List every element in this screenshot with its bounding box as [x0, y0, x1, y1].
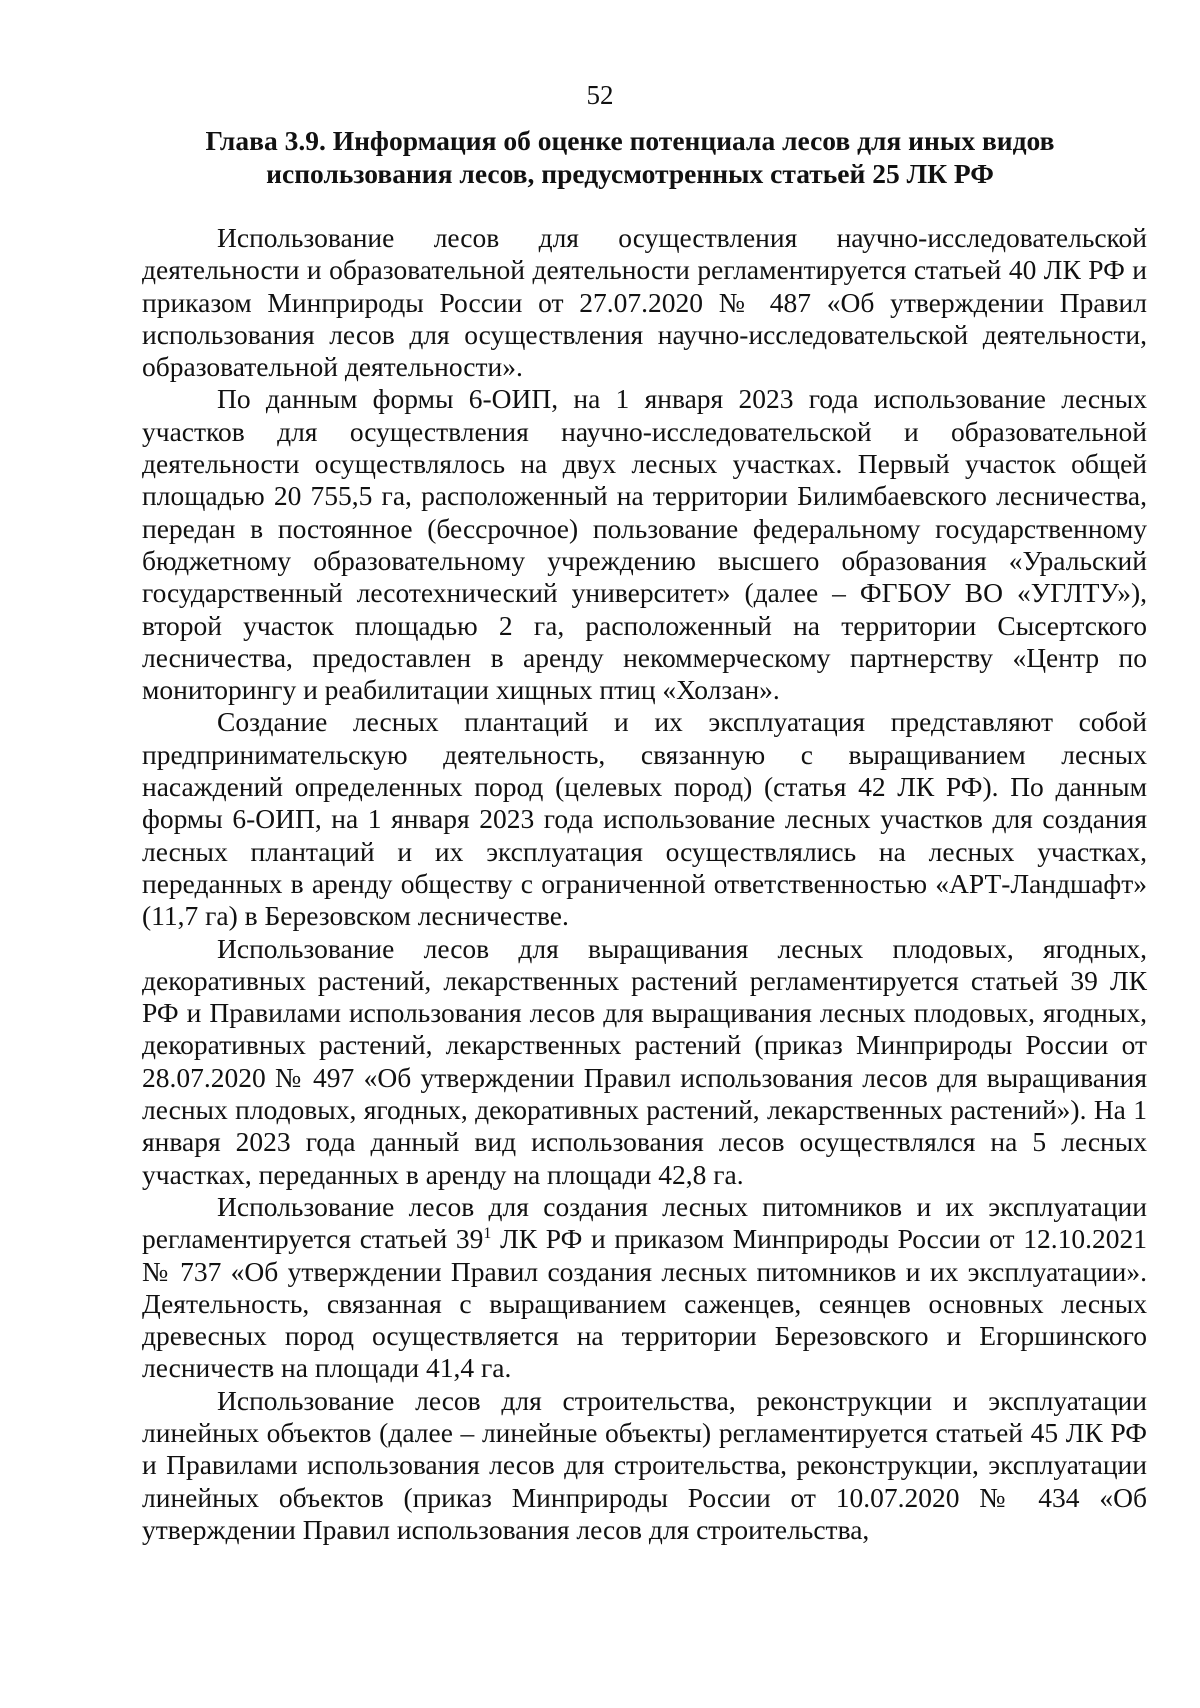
paragraph-research-education: Использование лесов для осуществления научно-исследовательской деятельности и образовательной деятельности регламентируется статьей 40 ЛК РФ и приказом Минприроды России от 27.07.2020 № 487 «Об утверждении Правил использования лесов для осуществления научно-исследовательской деятельности, образовательной деятельности». [142, 222, 1147, 383]
document-body [142, 222, 1147, 1546]
paragraph-linear-objects: Использование лесов для строительства, реконструкции и эксплуатации линейных объектов (далее – линейные объекты) регламентируется статьей 45 ЛК РФ и Правилами использования лесов для строительства, реконструкции, эксплуатации линейных объектов (приказ Минприроды России от 10.07.2020 № 434 «Об утверждении Правил использования лесов для строительства, [142, 1384, 1147, 1545]
paragraph-forest-plantations: Создание лесных плантаций и их эксплуатация представляют собой предпринимательскую деятельность, связанную с выращиванием лесных насаждений определенных пород (целевых пород) (статья 42 ЛК РФ). По данным формы 6-ОИП, на 1 января 2023 года использование лесных участков для создания лесных плантаций и их эксплуатация осуществлялись на лесных участках, переданных в аренду обществу с ограниченной ответственностью «АРТ-Ландшафт» (11,7 га) в Березовском лесничестве. [142, 706, 1147, 932]
paragraph-form-6-oip-research: По данным формы 6-ОИП, на 1 января 2023 года использование лесных участков для осуществления научно-исследовательской и образовательной деятельности осуществлялось на двух лесных участках. Первый участок общей площадью 20 755,5 га, расположенный на территории Билимбаевского лесничества, передан в постоянное (бессрочное) пользование федеральному государственному бюджетному образовательному учреждению высшего образования «Уральский государственный лесотехнический университет» (далее – ФГБОУ ВО «УГЛТУ»), второй участок площадью 2 га, расположенный на территории Сысертского лесничества, предоставлен в аренду некоммерческому партнерству «Центр по мониторингу и реабилитации хищных птиц «Холзан». [142, 383, 1147, 706]
paragraph-fruit-berry-plants: Использование лесов для выращивания лесных плодовых, ягодных, декоративных растений, лекарственных растений регламентируется статьей 39 ЛК РФ и Правилами использования лесов для выращивания лесных плодовых, ягодных, декоративных растений, лекарственных растений (приказ Минприроды России от 28.07.2020 № 497 «Об утверждении Правил использования лесов для выращивания лесных плодовых, ягодных, декоративных растений, лекарственных растений»). На 1 января 2023 года данный вид использования лесов осуществлялся на 5 лесных участках, переданных в аренду на площади 42,8 га. [142, 932, 1147, 1190]
nursery-text-end: ЛК РФ и приказом Минприроды России от 12.10.2021 № 737 «Об утверждении Правил создания лесных питомников и их эксплуатации». Деятельность, связанная с выращиванием саженцев, сеянцев основных лесных древесных пород осуществляется на территории Березовского и Егоршинского лесничеств на площади 41,4 га. [142, 1223, 1147, 1384]
nursery-text-start: Использование лесов для создания лесных питомников и их эксплуатации регламентируется статьей 39 [142, 1190, 1147, 1255]
chapter-title: Глава 3.9. Информация об оценке потенциала лесов для иных видов использования лесов, предусмотренных статьей 25 ЛК РФ [205, 125, 1055, 189]
paragraph-forest-nurseries [142, 1191, 1147, 1385]
article-superscript: 1 [483, 1225, 492, 1243]
page-number: 52 [586, 80, 614, 110]
